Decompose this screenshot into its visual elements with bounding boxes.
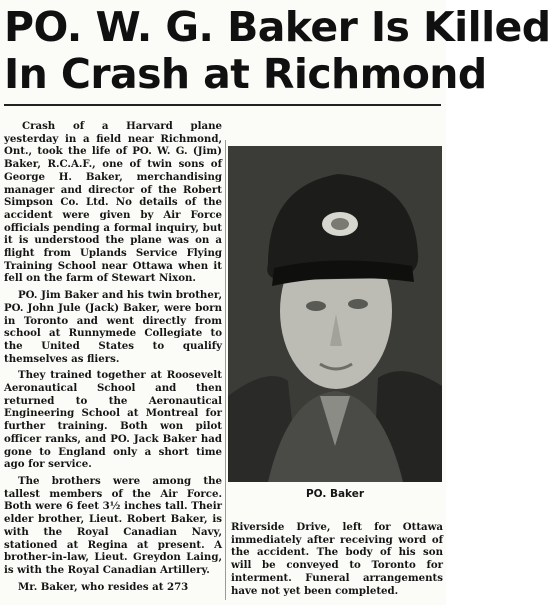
headline-rule (4, 104, 441, 106)
article-paragraph-5: Mr. Baker, who resides at 273 (18, 580, 189, 593)
article-paragraph-1: Crash of a Harvard plane yesterday in a field near Richmond, Ont., took the life of PO. W. G. (Jim) Baker, R.C.A.F., one of twin sons of George H. Baker, merchandising manager and director of the Robert Simpson Co. Ltd. No details of the accident were given by Air Force officials pending a formal inquiry, but it is understood the plane was on a flight from Uplands Service Flying Training School near Ottawa when it fell on the farm of Stewart Nixon. (4, 120, 222, 285)
headline-line-1: PO. W. G. Baker Is Killed (4, 3, 551, 51)
photo-caption: PO. Baker (305, 488, 365, 500)
column-divider (225, 140, 226, 600)
article-continuation: Riverside Drive, left for Ottawa immediately after receiving word of the accident. The body of his son will be conveyed to Toronto for interment. Funeral arrangements have not yet been completed. (231, 521, 443, 597)
article-paragraph-2: PO. Jim Baker and his twin brother, PO. John Jule (Jack) Baker, were born in Toronto and went directly from school at Runnymede Collegiate to the United States to qualify themselves as fliers. (4, 289, 222, 365)
article-paragraph-3: They trained together at Roosevelt Aeronautical School and then returned to the Aeronautical Engineering School at Montreal for further training. Both won pilot officer ranks, and PO. Jack Baker had gone to England only a short time ago for service. (4, 369, 222, 471)
portrait-illustration (228, 146, 442, 482)
article-paragraph-4: The brothers were among the tallest members of the Air Force. Both were 6 feet 3½ inches tall. Their elder brother, Lieut. Robert Baker, is with the Royal Canadian Navy, stationed at Regina at present. A brother-in-law, Lieut. Greydon Laing, is with the Royal Canadian Artillery. (4, 474, 222, 576)
headline (4, 3, 551, 98)
headline-line-2: In Crash at Richmond (4, 50, 487, 98)
article-column-left (4, 120, 222, 597)
portrait-photo (228, 146, 442, 482)
